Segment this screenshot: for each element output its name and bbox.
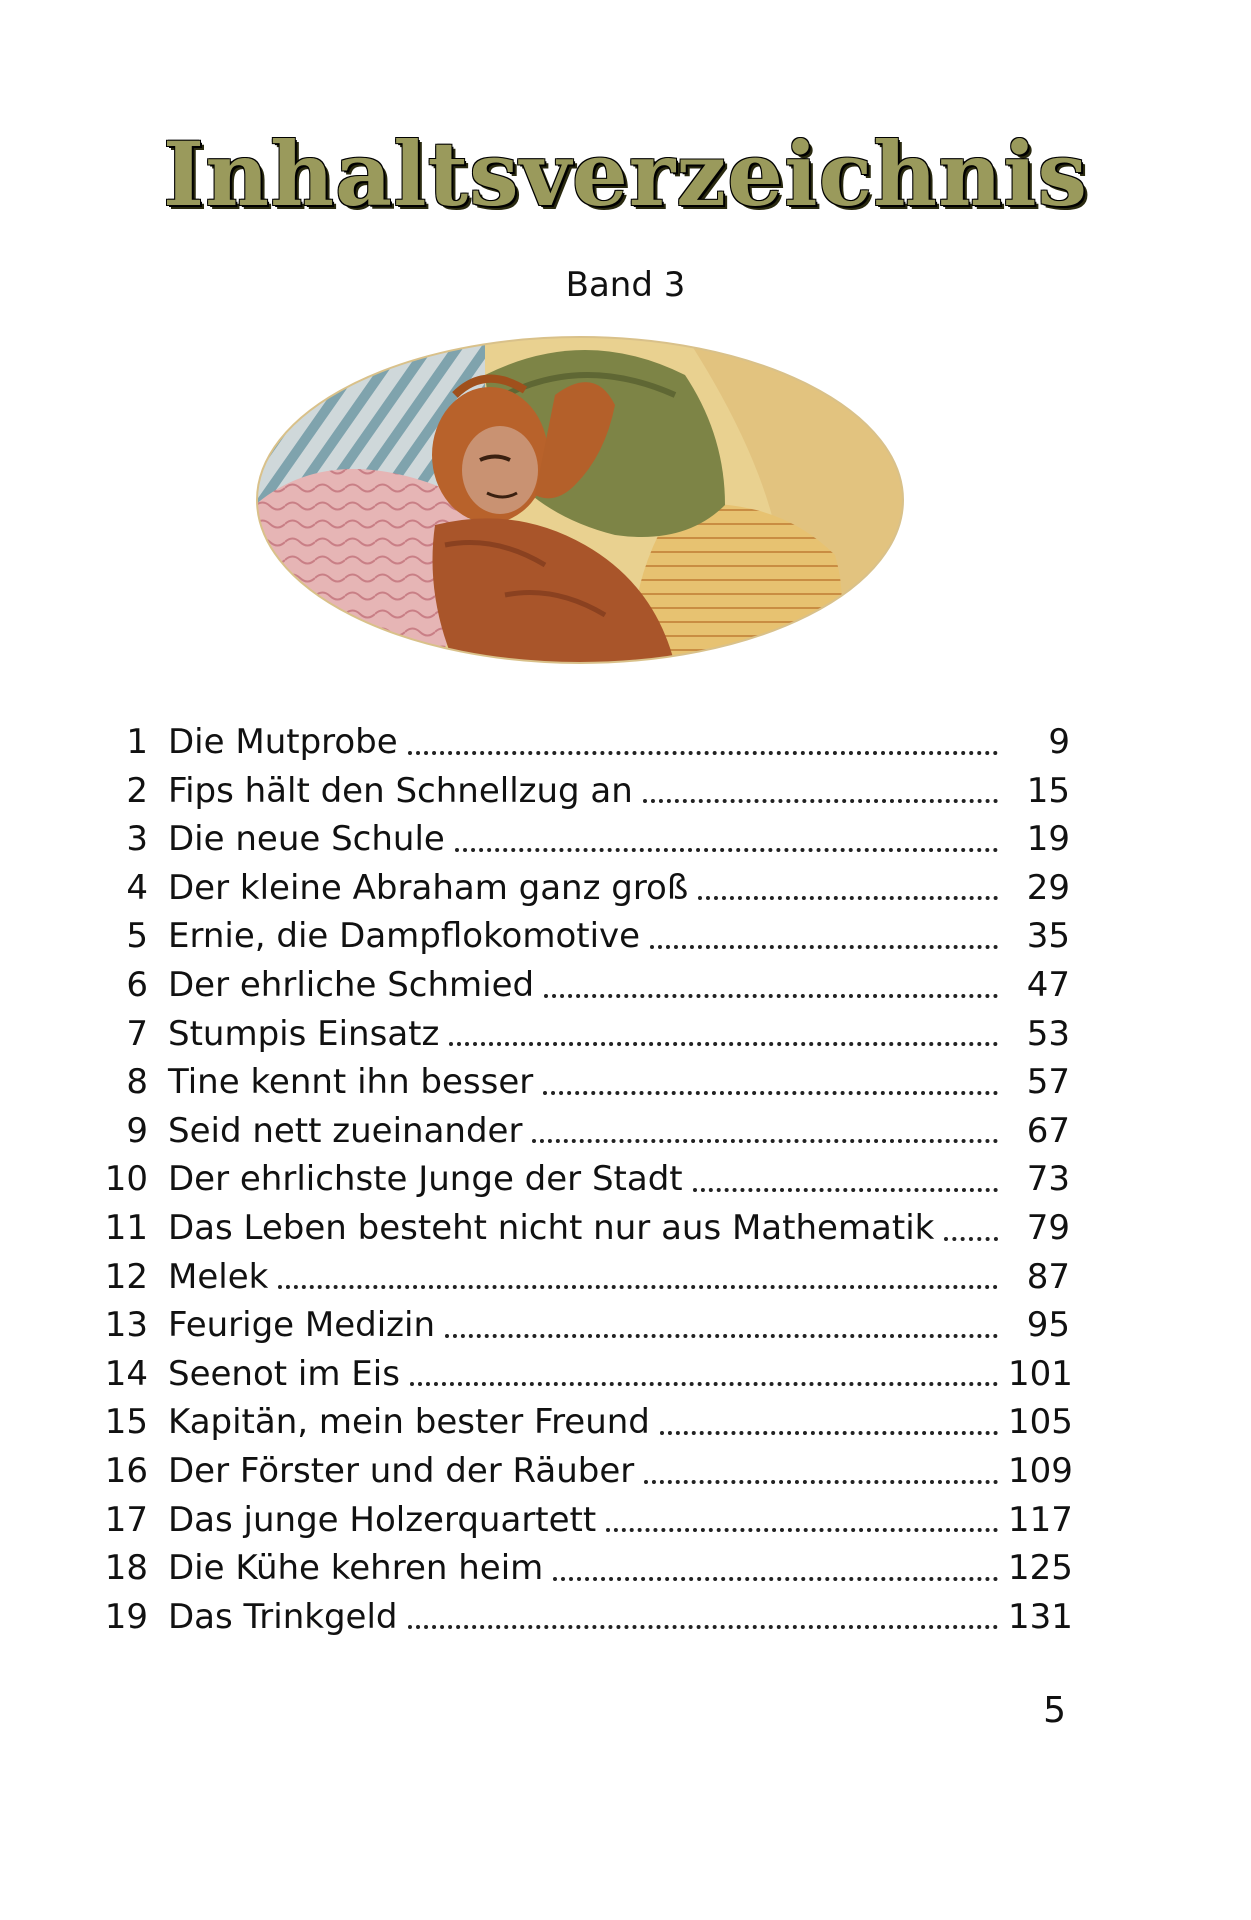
chapter-page: 101 — [1008, 1353, 1073, 1394]
chapter-title: Kapitän, mein bester Freund — [168, 1402, 650, 1443]
toc-entry — [90, 1447, 1073, 1496]
dot-leader — [543, 1063, 998, 1099]
dot-leader — [410, 1354, 998, 1390]
dot-leader — [408, 1597, 999, 1633]
chapter-title: Fips hält den Schnellzug an — [168, 770, 633, 811]
dot-leader — [449, 1014, 998, 1050]
chapter-number: 16 — [104, 1450, 148, 1491]
toc-entry — [90, 1058, 1070, 1107]
chapter-page: 117 — [1008, 1499, 1073, 1540]
chapter-number: 17 — [104, 1499, 148, 1540]
chapter-title: Der Förster und der Räuber — [168, 1450, 635, 1491]
chapter-page: 79 — [1026, 1207, 1070, 1248]
page-number: 5 — [1043, 1690, 1066, 1731]
chapter-title: Ernie, die Dampflokomotive — [168, 916, 641, 957]
toc-entry — [90, 961, 1070, 1010]
toc-entry — [90, 1301, 1070, 1350]
chapter-number: 13 — [104, 1305, 148, 1346]
chapter-title: Der kleine Abraham ganz groß — [168, 867, 689, 908]
page-title: Inhaltsverzeichnis — [162, 122, 1089, 226]
chapter-title: Das junge Holzerquartett — [168, 1499, 597, 1540]
toc-entry — [90, 1253, 1070, 1302]
toc-entry — [90, 815, 1070, 864]
chapter-page: 125 — [1008, 1548, 1073, 1589]
toc-entry — [90, 864, 1070, 913]
table-of-contents — [90, 718, 1073, 1641]
chapter-number: 6 — [126, 964, 148, 1005]
dot-leader — [698, 868, 998, 904]
chapter-page: 87 — [1026, 1256, 1070, 1297]
dot-leader — [693, 1160, 998, 1196]
chapter-page: 47 — [1026, 964, 1070, 1005]
chapter-number: 1 — [126, 722, 148, 762]
chapter-page: 57 — [1026, 1062, 1070, 1103]
chapter-page: 105 — [1008, 1402, 1073, 1443]
chapter-title: Die Kühe kehren heim — [168, 1548, 544, 1589]
toc-entry — [90, 1398, 1073, 1447]
chapter-number: 12 — [104, 1256, 148, 1297]
toc-entry — [90, 1496, 1073, 1545]
chapter-number: 11 — [104, 1207, 148, 1248]
dot-leader — [544, 966, 998, 1002]
chapter-number: 7 — [126, 1013, 148, 1054]
chapter-page: 131 — [1008, 1596, 1073, 1637]
toc-entry — [90, 1593, 1073, 1642]
chapter-title: Stumpis Einsatz — [168, 1013, 440, 1054]
toc-entry — [90, 1204, 1070, 1253]
dot-leader — [278, 1257, 998, 1293]
chapter-page: 15 — [1026, 770, 1070, 811]
chapter-page: 35 — [1026, 916, 1070, 957]
chapter-page: 109 — [1008, 1450, 1073, 1491]
toc-entry — [90, 1544, 1073, 1593]
volume-label: Band 3 — [565, 265, 686, 305]
toc-entry — [90, 767, 1070, 816]
toc-entry — [90, 1350, 1073, 1399]
dot-leader — [553, 1549, 998, 1585]
chapter-title: Der ehrliche Schmied — [168, 964, 535, 1005]
toc-entry — [90, 1107, 1070, 1156]
chapter-number: 8 — [126, 1062, 148, 1103]
chapter-title: Seenot im Eis — [168, 1353, 400, 1394]
chapter-page: 67 — [1026, 1110, 1070, 1151]
chapter-title: Der ehrlichste Junge der Stadt — [168, 1159, 683, 1200]
dot-leader — [455, 820, 998, 856]
chapter-number: 15 — [104, 1402, 148, 1443]
dot-leader — [606, 1500, 998, 1536]
chapter-number: 4 — [126, 867, 148, 908]
chapter-number: 14 — [104, 1353, 148, 1394]
chapter-title: Seid nett zueinander — [168, 1110, 523, 1151]
chapter-title: Die neue Schule — [168, 819, 445, 860]
chapter-number: 5 — [126, 916, 148, 957]
dot-leader — [445, 1306, 998, 1342]
toc-entry — [90, 912, 1070, 961]
dot-leader — [644, 1452, 998, 1488]
chapter-page: 29 — [1026, 867, 1070, 908]
toc-entry — [90, 1010, 1070, 1059]
chapter-number: 3 — [126, 819, 148, 860]
chapter-title: Das Leben besteht nicht nur aus Mathematik — [168, 1207, 935, 1248]
chapter-title: Die Mutprobe — [168, 722, 398, 762]
chapter-page: 19 — [1026, 819, 1070, 860]
toc-entry — [90, 718, 1070, 767]
chapter-number: 10 — [104, 1159, 148, 1200]
toc-entry — [90, 1155, 1070, 1204]
chapter-title: Melek — [168, 1256, 269, 1297]
dot-leader — [660, 1403, 998, 1439]
dot-leader — [408, 723, 998, 759]
chapter-number: 18 — [104, 1548, 148, 1589]
chapter-number: 2 — [126, 770, 148, 811]
dot-leader — [643, 771, 998, 807]
chapter-page: 73 — [1026, 1159, 1070, 1200]
dot-leader — [650, 917, 998, 953]
chapter-number: 9 — [126, 1110, 148, 1151]
sleeping-orangutan-illustration — [255, 335, 905, 665]
chapter-title: Das Trinkgeld — [168, 1596, 398, 1637]
chapter-page: 95 — [1026, 1305, 1070, 1346]
dot-leader — [532, 1111, 998, 1147]
dot-leader — [944, 1209, 998, 1245]
chapter-title: Tine kennt ihn besser — [168, 1062, 534, 1103]
chapter-number: 19 — [104, 1596, 148, 1637]
chapter-page: 53 — [1026, 1013, 1070, 1054]
chapter-title: Feurige Medizin — [168, 1305, 436, 1346]
chapter-page: 9 — [1048, 722, 1070, 762]
